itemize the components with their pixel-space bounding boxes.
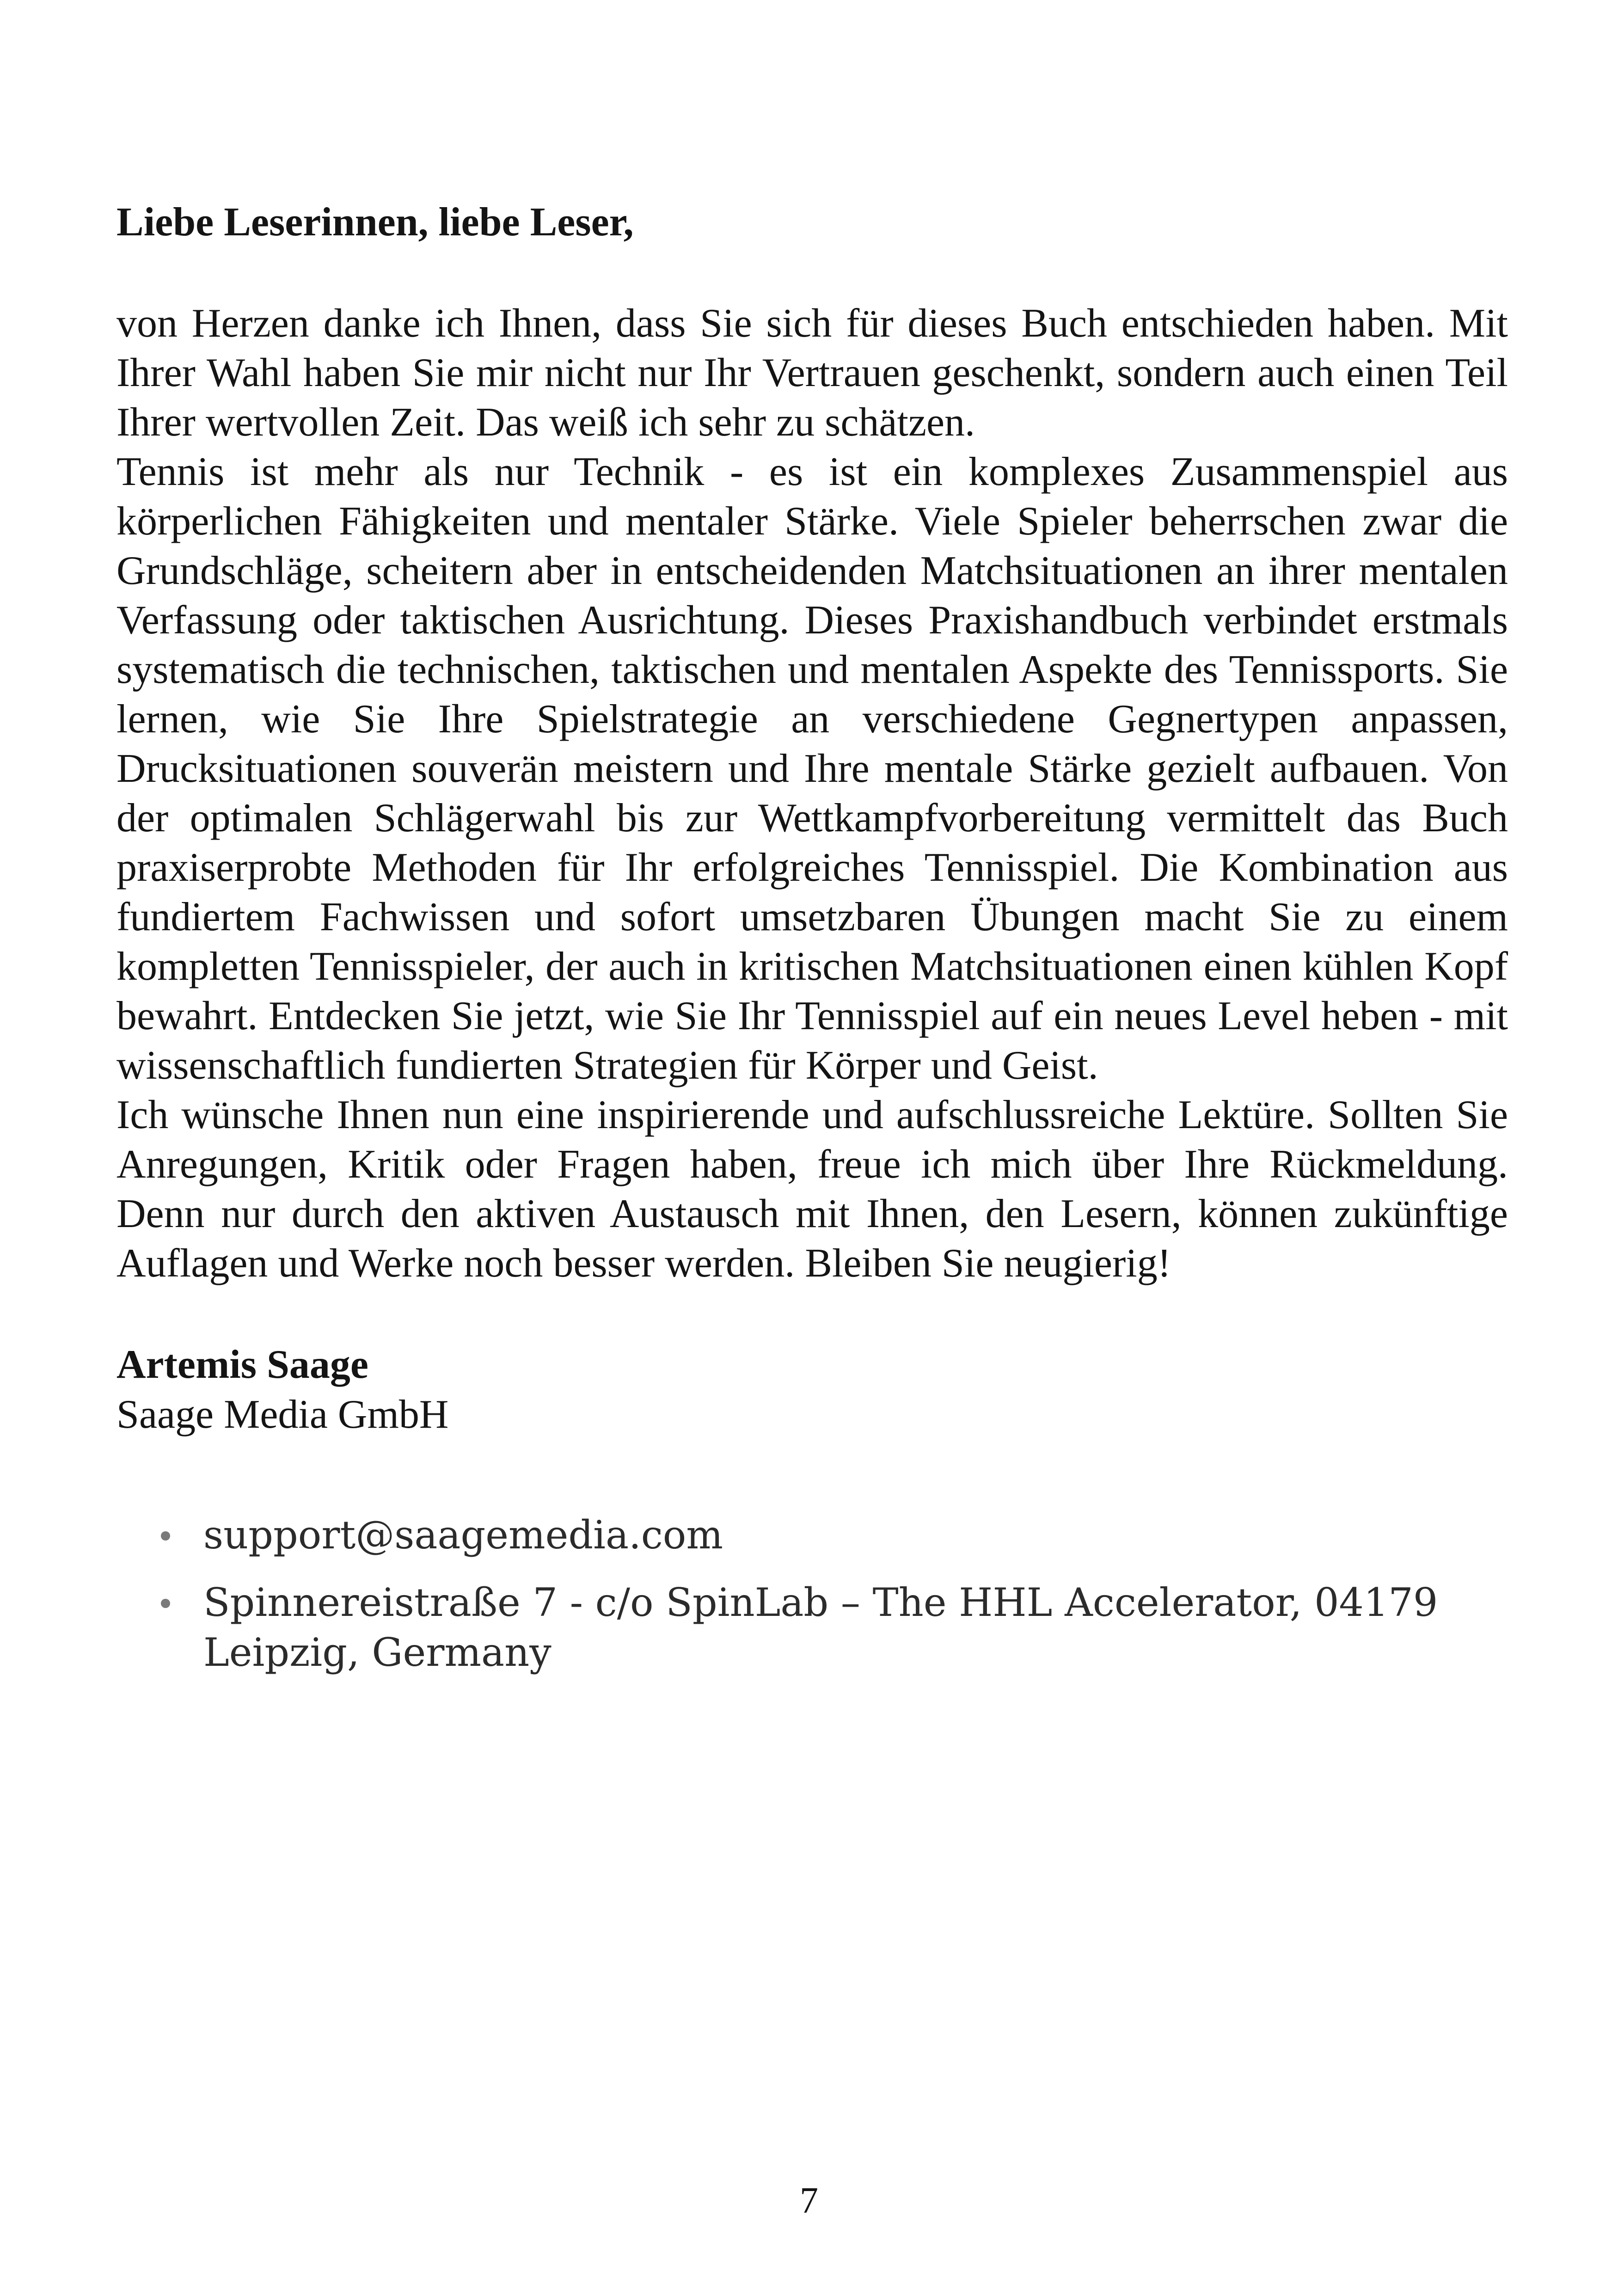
contact-email[interactable]: support@saagemedia.com (203, 1512, 723, 1558)
bullet-icon (161, 1599, 170, 1608)
bullet-icon (161, 1531, 170, 1541)
foreword-letter (116, 198, 1508, 1695)
letter-paragraph-closing: Ich wünsche Ihnen nun eine inspirierende und aufschlussreiche Lektüre. Sollten Sie Anregungen, Kritik oder Fragen haben, freue ich mich über Ihre Rückmeldung. Denn nur durch den aktiven Austausch mit Ihnen, den Lesern, können zukünftige Auflagen und Werke noch besser werden. Bleiben Sie neugierig! (116, 1093, 1508, 1286)
letter-paragraph-book-summary: Tennis ist mehr als nur Technik - es ist ein komplexes Zusammenspiel aus körperlichen Fähigkeiten und mentaler Stärke. Viele Spieler beherrschen zwar die Grundschläge, scheitern aber in entscheidenden Matchsituationen an ihrer mentalen Verfassung oder taktischen Ausrichtung. Dieses Praxishandbuch verbindet erstmals systematisch die technischen, taktischen und mentalen Aspekte des Tennissports. Sie lernen, wie Sie Ihre Spielstrategie an verschiedene Gegnertypen anpassen, Drucksituationen souverän meistern und Ihre mentale Stärke gezielt aufbauen. Von der optimalen Schlägerwahl bis zur Wettkampfvorbereitung vermittelt das Buch praxiserprobte Methoden für Ihr erfolgreiches Tennisspiel. Die Kombination aus fundiertem Fachwissen und sofort umsetzbaren Übungen macht Sie zu einem kompletten Tennisspieler, der auch in kritischen Matchsituationen einen kühlen Kopf bewahrt. Entdecken Sie jetzt, wie Sie Ihr Tennisspiel auf ein neues Level heben - mit wissenschaftlich fundierten Strategien für Körper und Geist. (116, 449, 1508, 1088)
page-number: 7 (800, 2180, 818, 2221)
contact-address-item (116, 1578, 1544, 1677)
signature-block (116, 1340, 1508, 1440)
letter-greeting: Liebe Leserinnen, liebe Leser, (116, 200, 634, 245)
author-name: Artemis Saage (116, 1342, 368, 1387)
contact-list (116, 1510, 1508, 1677)
company-name: Saage Media GmbH (116, 1392, 449, 1437)
contact-address: Spinnereistraße 7 - c/o SpinLab – The HHL Accelerator, 04179 Leipzig, Germany (203, 1580, 1438, 1675)
contact-email-item (116, 1510, 1544, 1560)
letter-paragraph-thanks: von Herzen danke ich Ihnen, dass Sie sich für dieses Buch entschieden haben. Mit Ihrer Wahl haben Sie mir nicht nur Ihr Vertrauen geschenkt, sondern auch einen Teil Ihrer wertvollen Zeit. Das weiß ich sehr zu schätzen. (116, 301, 1508, 445)
